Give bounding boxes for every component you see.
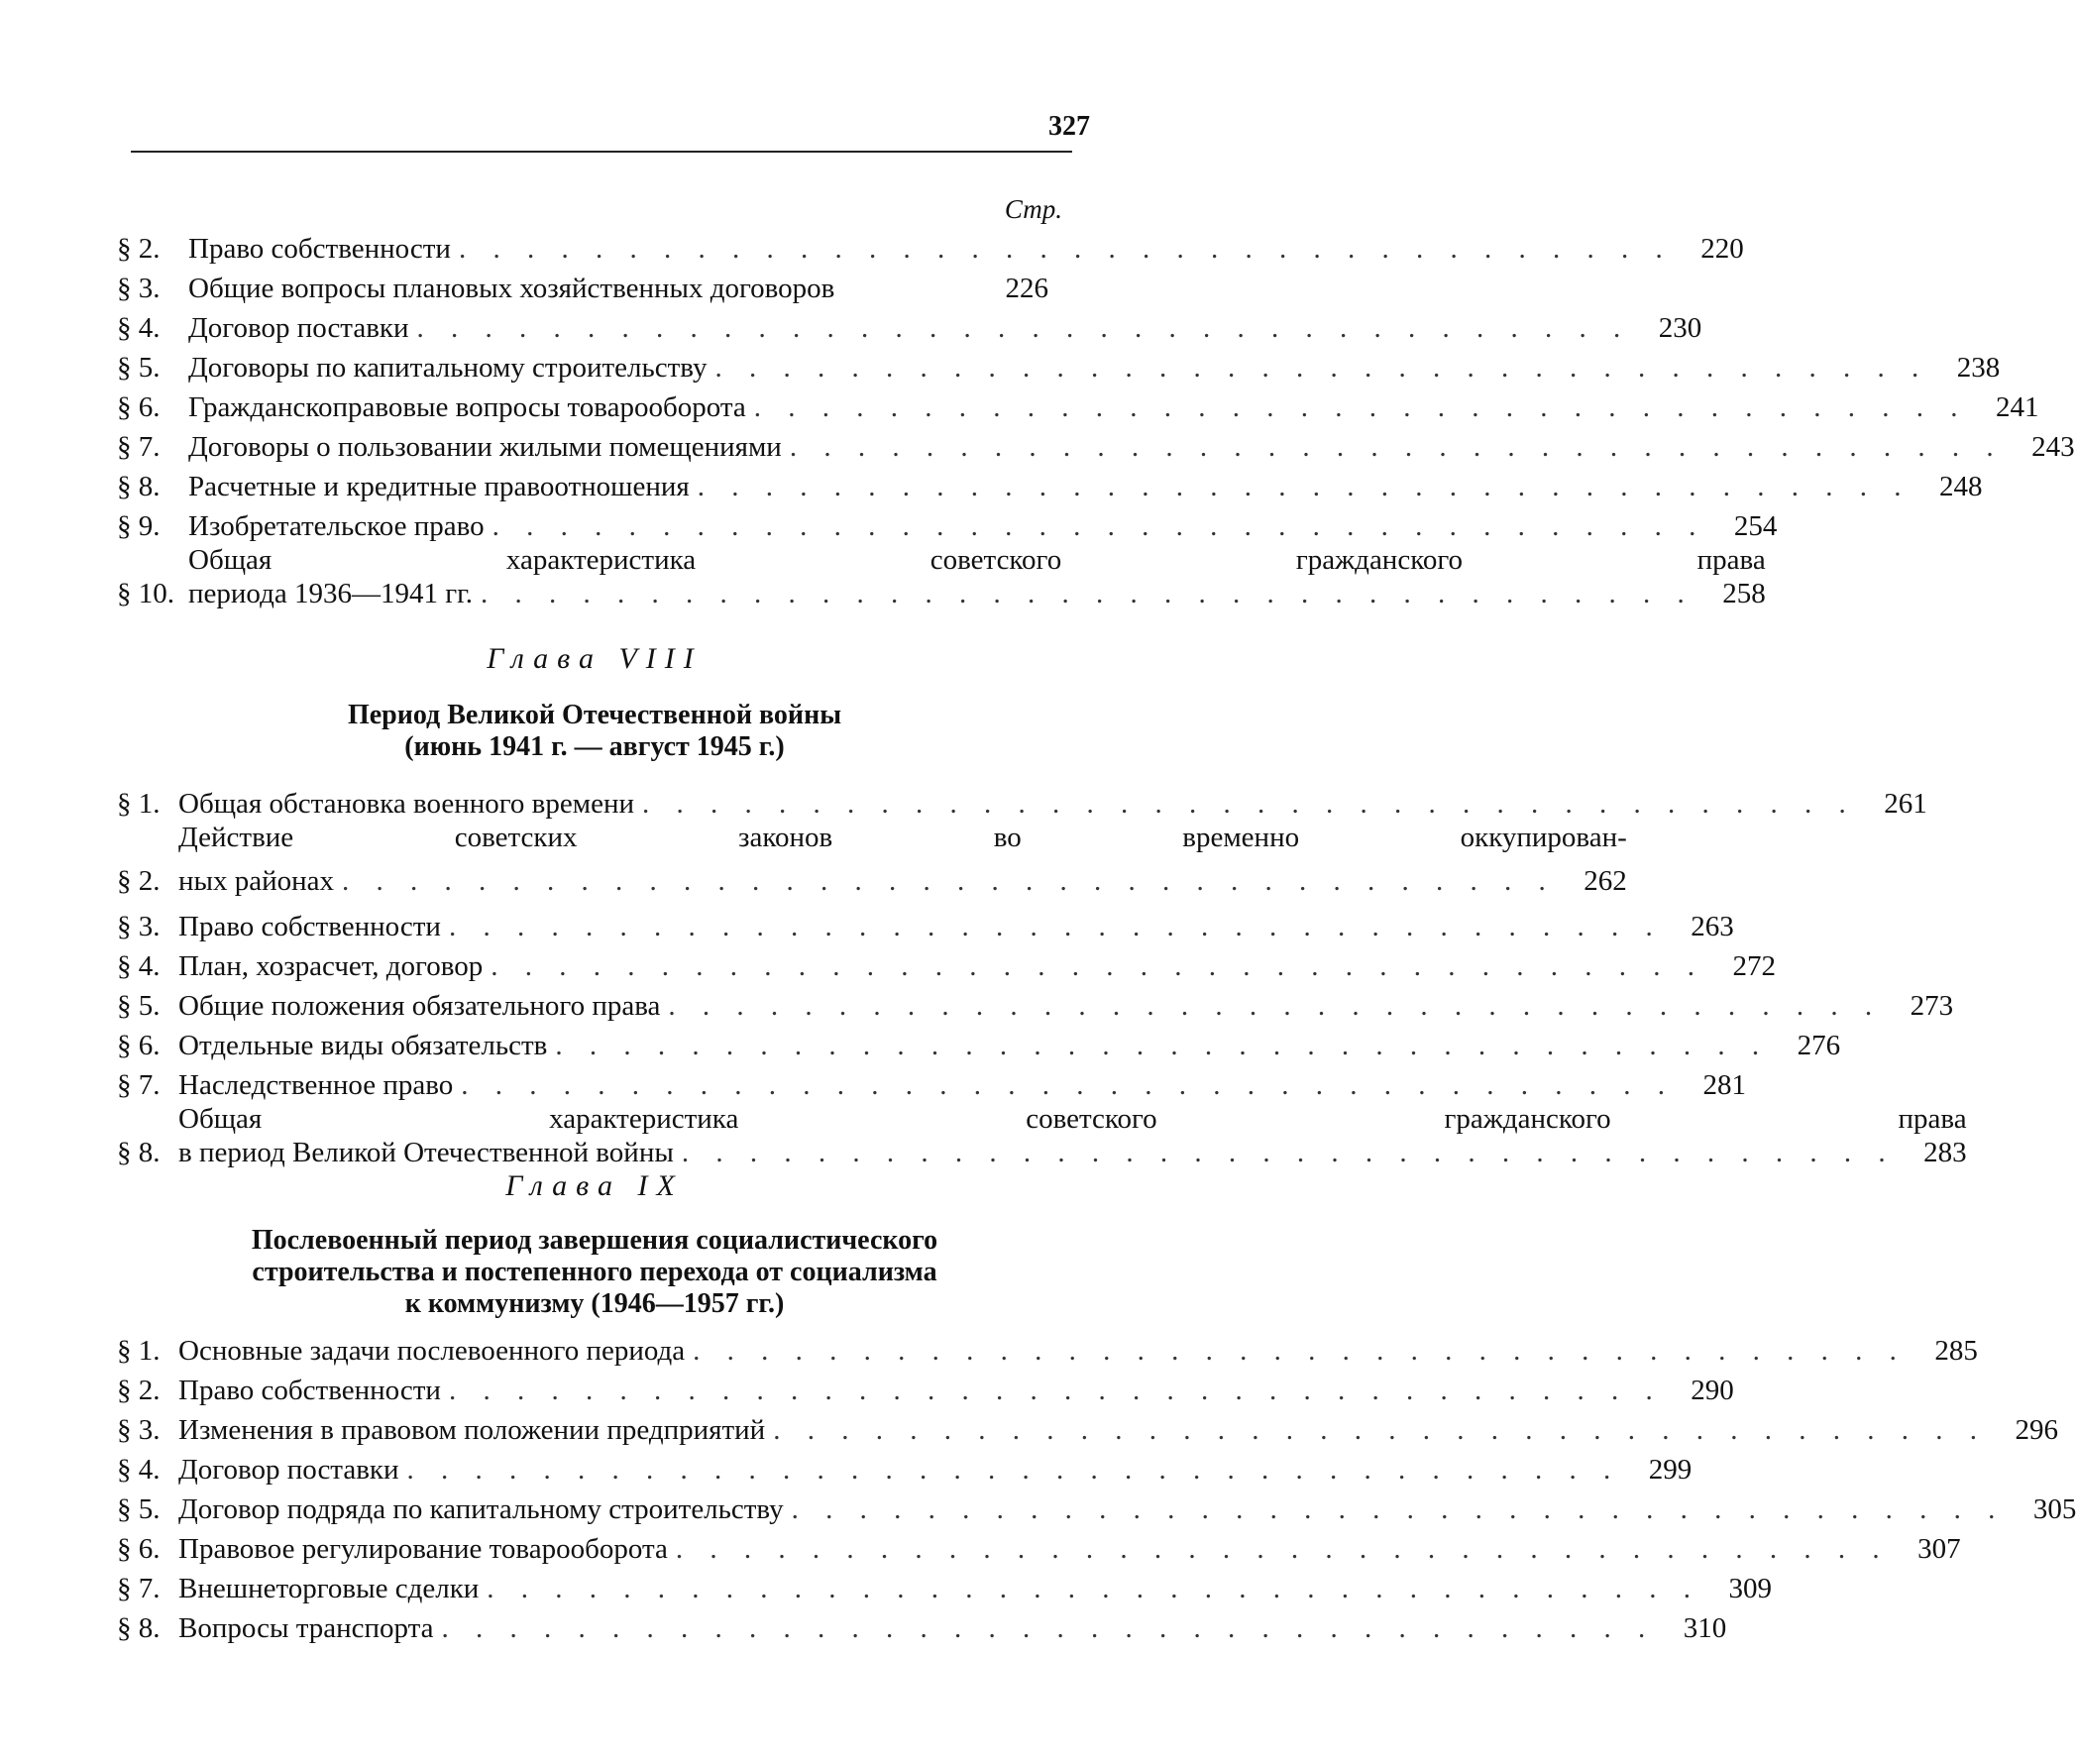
section-title-line: Общая характеристика советского гражданского права bbox=[188, 544, 1766, 576]
page-ref: 309 bbox=[1728, 1573, 1773, 1604]
page-column-header: Стр. bbox=[1004, 194, 1062, 224]
section-title-continuation: ных районах bbox=[178, 865, 335, 897]
toc-entry[interactable] bbox=[117, 1566, 1773, 1605]
section-title-multiline bbox=[178, 1102, 1967, 1169]
section-title-line bbox=[178, 864, 1627, 898]
dot-leader: . . . . . . . . . . . . . . . . . . . . . . . . . . . . . . . . . . . . bbox=[492, 510, 1706, 542]
section-title: Право собственности bbox=[178, 911, 441, 942]
page-ref: 296 bbox=[2015, 1414, 2058, 1446]
section-title-continuation: периода 1936—1941 гг. bbox=[188, 578, 473, 609]
dot-leader: . . . . . . . . . . . . . . . . . . . . . . . . . . . . . . . . . . . . bbox=[458, 233, 1673, 265]
page-ref: 310 bbox=[1683, 1612, 1727, 1644]
toc-entry[interactable] bbox=[117, 1062, 1746, 1102]
section-title: Гражданскоправовые вопросы товарооборота bbox=[188, 391, 746, 423]
header-rule bbox=[131, 151, 1072, 153]
chapter-title-line: (июнь 1941 г. — август 1945 г.) bbox=[404, 731, 785, 762]
chapter-title-line: к коммунизму (1946—1957 гг.) bbox=[404, 1288, 785, 1319]
page-ref: 283 bbox=[1923, 1137, 1967, 1168]
toc-entry[interactable] bbox=[117, 266, 1048, 305]
page-ref: 261 bbox=[1884, 788, 1927, 820]
dot-leader: . . . . . . . . . . . . . . . . . . . . . . . . . . . . . . . . . . . . bbox=[791, 1493, 2006, 1525]
section-title-line bbox=[188, 577, 1766, 610]
section-number: § 1. bbox=[117, 788, 161, 820]
section-title: Внешнеторговые сделки bbox=[178, 1573, 480, 1604]
page-number: 327 bbox=[1048, 111, 1090, 142]
chapter-title bbox=[178, 700, 1011, 763]
toc-block-chapter8 bbox=[117, 785, 1967, 1175]
toc-entry[interactable] bbox=[117, 424, 2075, 464]
page-ref: 281 bbox=[1702, 1069, 1746, 1101]
dot-leader: . . . . . . . . . . . . . . . . . . . . . . . . . . . . . . . . . . . . bbox=[642, 788, 1856, 820]
dot-leader: . . . . . . . . . . . . . . . . . . . . . . . . . . . . . . . . . . . . bbox=[448, 911, 1663, 942]
toc-entry[interactable] bbox=[117, 1407, 2058, 1447]
section-number: § 3. bbox=[117, 273, 161, 304]
page-ref: 230 bbox=[1658, 312, 1702, 344]
page-ref: 276 bbox=[1797, 1030, 1841, 1061]
section-title: Договоры о пользовании жилыми помещениями bbox=[188, 431, 782, 463]
toc-entry[interactable] bbox=[117, 543, 1766, 610]
page-ref: 305 bbox=[2032, 1493, 2076, 1525]
dot-leader: . . . . . . . . . . . . . . . . . . . . . . . . . . . . . . . . . . . . bbox=[406, 1454, 1621, 1486]
toc-entry[interactable] bbox=[117, 1526, 1961, 1566]
chapter-title-line: Послевоенный период завершения социалистического bbox=[251, 1225, 938, 1256]
section-number: § 9. bbox=[117, 510, 161, 542]
dot-leader: . . . . . . . . . . . . . . . . . . . . . . . . . . . . . . . . . . . . bbox=[416, 312, 1631, 344]
dot-leader: . . . . . . . . . . . . . . . . . . . . . . . . . . . . . . . . . . . . bbox=[693, 1335, 1907, 1367]
section-title-multiline bbox=[178, 821, 1627, 898]
dot-leader: . . . . . . . . . . . . . . . . . . . . . . . . . . . . . . . . . . . . bbox=[714, 352, 1929, 384]
section-title: Договор поставки bbox=[188, 312, 409, 344]
section-title: Отдельные виды обязательств bbox=[178, 1030, 548, 1061]
section-title: Изменения в правовом положении предприятий bbox=[178, 1414, 766, 1446]
dot-leader: . . . . . . . . . . . . . . . . . . . . . . . . . . . . . . . . . . . . bbox=[480, 578, 1694, 609]
dot-leader: . . . . . . . . . . . . . . . . . . . . . . . . . . . . . . . . . . . . bbox=[555, 1030, 1770, 1061]
section-number: § 7. bbox=[117, 1069, 161, 1101]
section-title: Наследственное право bbox=[178, 1069, 454, 1101]
dot-leader: . . . . . . . . . . . . . . . . . . . . . . . . . . . . . . . . . . . . bbox=[461, 1069, 1675, 1101]
section-number: § 6. bbox=[117, 1030, 161, 1061]
page-ref: 285 bbox=[1934, 1335, 1978, 1367]
section-title: План, хозрасчет, договор bbox=[178, 950, 484, 982]
chapter-title-line: строительства и постепенного перехода от социализма bbox=[252, 1257, 937, 1287]
section-number: § 5. bbox=[117, 1493, 161, 1525]
toc-entry[interactable] bbox=[117, 345, 2001, 385]
section-title: Расчетные и кредитные правоотношения bbox=[188, 471, 690, 502]
toc-entry[interactable] bbox=[117, 983, 1954, 1023]
section-number: § 6. bbox=[117, 1533, 161, 1565]
toc-entry[interactable] bbox=[117, 503, 1778, 543]
page-ref: 258 bbox=[1722, 578, 1766, 609]
page-ref: 299 bbox=[1648, 1454, 1693, 1486]
dot-leader: . . . . . . . . . . . . . . . . . . . . . . . . . . . . . . . . . . . . bbox=[753, 391, 1968, 423]
section-title-multiline bbox=[188, 543, 1766, 610]
section-number: § 5. bbox=[117, 990, 161, 1022]
section-number: § 5. bbox=[117, 352, 161, 384]
dot-leader: . . . . . . . . . . . . . . . . . . . . . . . . . . . . . . . . . . . . bbox=[697, 471, 1912, 502]
section-number: § 2. bbox=[117, 233, 161, 265]
dot-leader: . . . . . . . . . . . . . . . . . . . . . . . . . . . . . . . . . . . . bbox=[681, 1137, 1896, 1168]
toc-entry[interactable] bbox=[117, 1447, 1693, 1487]
page-ref: 220 bbox=[1700, 233, 1744, 265]
page-ref: 307 bbox=[1917, 1533, 1961, 1565]
toc-entry[interactable] bbox=[117, 1368, 1734, 1407]
dot-leader: . . . . . . . . . . . . . . . . . . . . . . . . . . . . . . . . . . . . bbox=[487, 1573, 1701, 1604]
section-number: § 6. bbox=[117, 391, 161, 423]
dot-leader: . . . . . . . . . . . . . . . . . . . . . . . . . . . . . . . . . . . . bbox=[342, 865, 1556, 897]
page-ref: 263 bbox=[1691, 911, 1734, 942]
section-number: § 7. bbox=[117, 431, 161, 463]
section-title: Право собственности bbox=[188, 233, 451, 265]
dot-leader: . . . . . . . . . . . . . . . . . . . . . . . . . . . . . . . . . . . . bbox=[448, 1375, 1663, 1406]
section-number: § 2. bbox=[117, 865, 161, 897]
toc-block-chapter9 bbox=[117, 1328, 2076, 1645]
toc-entry[interactable] bbox=[117, 1328, 1978, 1368]
section-number: § 10. bbox=[117, 578, 174, 609]
dot-leader: . . . . . . . . . . . . . . . . . . . . . . . . . . . . . . . . . . . . bbox=[675, 1533, 1890, 1565]
page-ref: 262 bbox=[1584, 865, 1627, 897]
section-title: Вопросы транспорта bbox=[178, 1612, 434, 1644]
toc-entry[interactable] bbox=[117, 226, 1744, 266]
dot-leader: . . . . . . . . . . . . . . . . . . . . . . . . . . . . . . . . . . . . bbox=[773, 1414, 1987, 1446]
section-number: § 7. bbox=[117, 1573, 161, 1604]
section-title: Договор подряда по капитальному строительству bbox=[178, 1493, 784, 1525]
section-number: § 8. bbox=[117, 471, 161, 502]
toc-entry[interactable] bbox=[117, 464, 1983, 503]
toc-block-chapter7 bbox=[117, 226, 2075, 616]
chapter-label: Глава IX bbox=[505, 1169, 684, 1202]
toc-entry[interactable] bbox=[117, 785, 1927, 821]
section-number: § 4. bbox=[117, 312, 161, 344]
section-number: § 3. bbox=[117, 1414, 161, 1446]
toc-entry[interactable] bbox=[117, 821, 1627, 898]
toc-entry[interactable] bbox=[117, 904, 1734, 943]
section-number: § 4. bbox=[117, 950, 161, 982]
section-title: Изобретательское право bbox=[188, 510, 485, 542]
toc-entry[interactable] bbox=[117, 1023, 1841, 1062]
toc-entry[interactable] bbox=[117, 943, 1776, 983]
page-ref: 272 bbox=[1732, 950, 1776, 982]
section-title: Право собственности bbox=[178, 1375, 441, 1406]
toc-entry[interactable] bbox=[117, 385, 2039, 424]
page-ref: 248 bbox=[1939, 471, 1983, 502]
dot-leader: . . . . . . . . . . . . . . . . . . . . . . . . . . . . . . . . . . . . bbox=[789, 431, 2004, 463]
section-title-line: Общая характеристика советского гражданского права bbox=[178, 1103, 1967, 1135]
section-title-continuation: в период Великой Отечественной войны bbox=[178, 1137, 674, 1168]
page-ref: 243 bbox=[2031, 431, 2075, 463]
section-title: Основные задачи послевоенного периода bbox=[178, 1335, 686, 1367]
toc-entry[interactable] bbox=[117, 1102, 1967, 1169]
section-title: Общие положения обязательного права bbox=[178, 990, 661, 1022]
section-number: § 4. bbox=[117, 1454, 161, 1486]
dot-leader: . . . . . . . . . . . . . . . . . . . . . . . . . . . . . . . . . . . . bbox=[441, 1612, 1656, 1644]
page-ref: 290 bbox=[1691, 1375, 1734, 1406]
page-ref: 226 bbox=[1005, 273, 1048, 304]
page-ref: 238 bbox=[1956, 352, 2001, 384]
section-number: § 1. bbox=[117, 1335, 161, 1367]
chapter-label: Глава VIII bbox=[487, 642, 703, 675]
section-title: Общая обстановка военного времени bbox=[178, 788, 635, 820]
page-ref: 273 bbox=[1910, 990, 1954, 1022]
section-number: § 3. bbox=[117, 911, 161, 942]
section-number: § 8. bbox=[117, 1612, 161, 1644]
section-title-line: Действие советских законов во временно оккупирован- bbox=[178, 822, 1627, 853]
section-title: Договор поставки bbox=[178, 1454, 399, 1486]
chapter-title bbox=[159, 1225, 1031, 1320]
toc-entry[interactable] bbox=[117, 305, 1702, 345]
page-ref: 254 bbox=[1733, 510, 1778, 542]
toc-entry[interactable] bbox=[117, 1487, 2076, 1526]
section-title: Общие вопросы плановых хозяйственных договоров bbox=[188, 273, 835, 304]
dot-leader: . . . . . . . . . . . . . . . . . . . . . . . . . . . . . . . . . . . . bbox=[668, 990, 1883, 1022]
chapter-title-line: Период Великой Отечественной войны bbox=[347, 700, 842, 730]
section-title: Правовое регулирование товарооборота bbox=[178, 1533, 668, 1565]
section-title-line bbox=[178, 1136, 1967, 1169]
section-number: § 8. bbox=[117, 1137, 161, 1168]
section-number: § 2. bbox=[117, 1375, 161, 1406]
toc-entry[interactable] bbox=[117, 1605, 1727, 1645]
page-ref: 241 bbox=[1996, 391, 2039, 423]
dot-leader: . . . . . . . . . . . . . . . . . . . . . . . . . . . . . . . . . . . . bbox=[491, 950, 1704, 982]
section-title: Договоры по капитальному строительству bbox=[188, 352, 708, 384]
